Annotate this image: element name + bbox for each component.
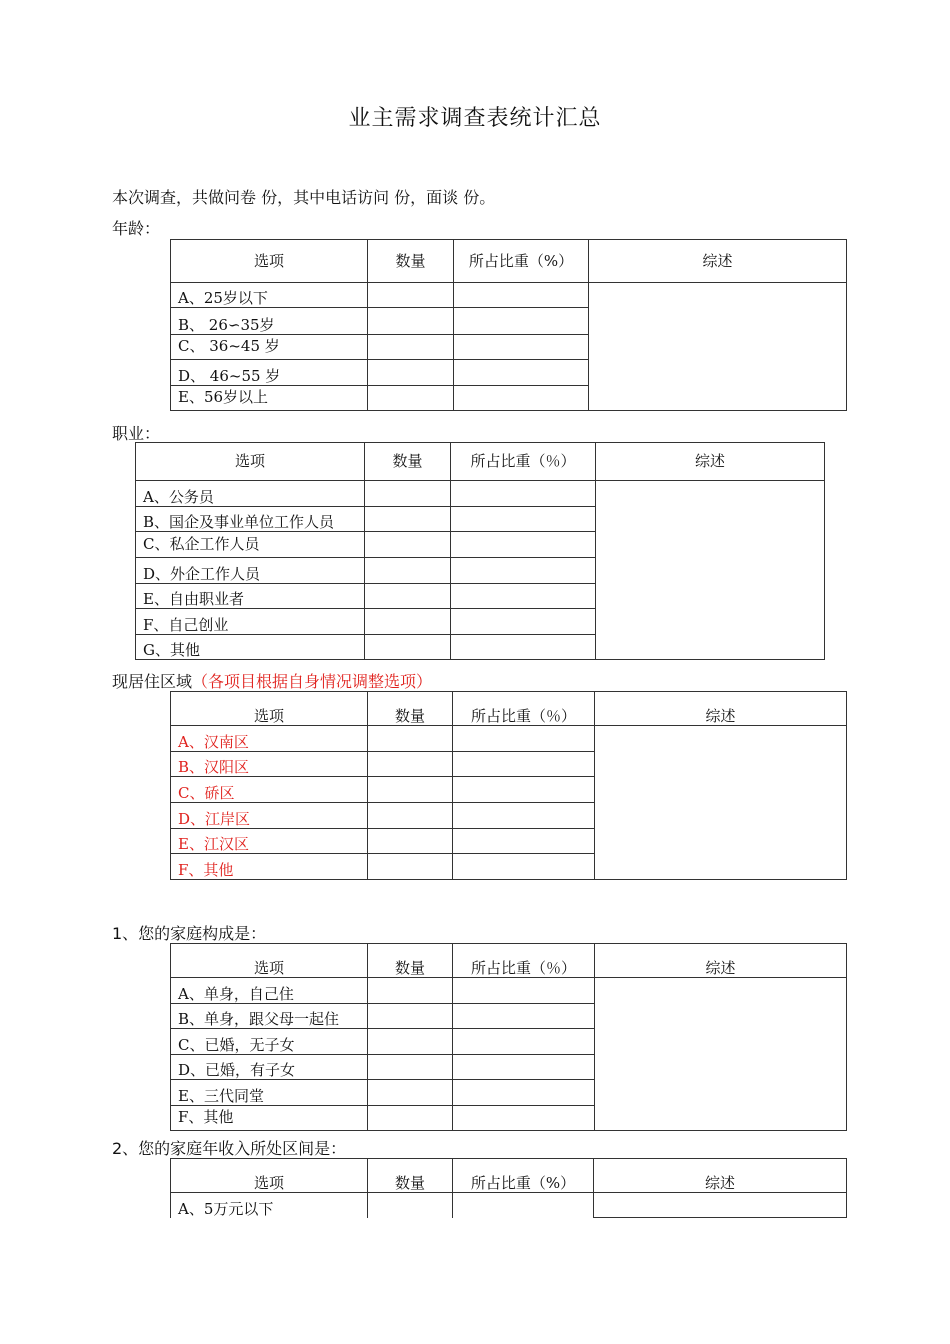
header-ratio: 所占比重（%）: [454, 240, 589, 283]
option-cell: E、三代同堂: [171, 1080, 368, 1106]
ratio-cell[interactable]: [453, 752, 595, 777]
count-cell[interactable]: [368, 1080, 453, 1106]
occupation-section-label: 职业：: [112, 424, 161, 443]
option-cell: E、江汉区: [171, 829, 368, 854]
page-title: 业主需求调查表统计汇总: [348, 106, 602, 131]
header-count: 数量: [365, 443, 451, 481]
count-cell[interactable]: [368, 1193, 453, 1218]
header-summary: 综述: [594, 1159, 847, 1193]
summary-cell[interactable]: [595, 726, 847, 880]
count-cell[interactable]: [368, 1055, 453, 1080]
ratio-cell[interactable]: [453, 854, 595, 880]
header-summary: 综述: [595, 944, 847, 978]
count-cell[interactable]: [365, 507, 451, 532]
count-cell[interactable]: [368, 777, 453, 803]
ratio-cell[interactable]: [453, 1004, 595, 1029]
option-cell: D、 46~55 岁: [171, 360, 368, 386]
option-cell: B、汉阳区: [171, 752, 368, 777]
ratio-cell[interactable]: [454, 308, 589, 335]
ratio-cell[interactable]: [451, 609, 596, 635]
option-cell: A、单身，自己住: [171, 978, 368, 1004]
count-cell[interactable]: [365, 481, 451, 507]
option-cell: C、 36~45 岁: [171, 335, 368, 360]
option-cell: E、56岁以上: [171, 386, 368, 411]
summary-cell[interactable]: [589, 283, 847, 411]
region-label-text: 现居住区域: [112, 672, 193, 691]
occupation-table: [135, 442, 825, 660]
family-section-label: 1、您的家庭构成是：: [112, 924, 267, 943]
summary-cell[interactable]: [594, 1193, 847, 1218]
option-cell: A、25岁以下: [171, 283, 368, 308]
option-cell: F、其他: [171, 1106, 368, 1131]
ratio-cell[interactable]: [453, 1106, 595, 1131]
region-table: [170, 691, 847, 880]
age-section-label: 年龄：: [112, 219, 161, 238]
header-summary: 综述: [596, 443, 825, 481]
count-cell[interactable]: [368, 752, 453, 777]
ratio-cell[interactable]: [454, 283, 589, 308]
ratio-cell[interactable]: [451, 635, 596, 660]
option-cell: F、自己创业: [136, 609, 365, 635]
option-cell: B、 26∽35岁: [171, 308, 368, 335]
income-table: [170, 1158, 847, 1218]
ratio-cell[interactable]: [453, 1080, 595, 1106]
option-cell: A、汉南区: [171, 726, 368, 752]
ratio-cell[interactable]: [451, 481, 596, 507]
ratio-cell[interactable]: [451, 558, 596, 584]
count-cell[interactable]: [368, 308, 454, 335]
header-summary: 综述: [595, 692, 847, 726]
ratio-cell[interactable]: [453, 803, 595, 829]
count-cell[interactable]: [368, 978, 453, 1004]
header-count: 数量: [368, 1159, 453, 1193]
header-option: 选项: [171, 692, 368, 726]
count-cell[interactable]: [368, 1004, 453, 1029]
header-ratio: 所占比重（％）: [453, 692, 595, 726]
option-cell: B、单身，跟父母一起住: [171, 1004, 368, 1029]
ratio-cell[interactable]: [451, 584, 596, 609]
option-cell: C、私企工作人员: [136, 532, 365, 558]
region-note: （各项目根据自身情况调整选项）: [192, 672, 433, 691]
option-cell: D、江岸区: [171, 803, 368, 829]
ratio-cell[interactable]: [453, 1193, 594, 1218]
ratio-cell[interactable]: [453, 726, 595, 752]
header-option: 选项: [171, 1159, 368, 1193]
count-cell[interactable]: [368, 360, 454, 386]
header-option: 选项: [171, 944, 368, 978]
age-table: [170, 239, 847, 411]
count-cell[interactable]: [368, 386, 454, 411]
ratio-cell[interactable]: [454, 335, 589, 360]
count-cell[interactable]: [365, 635, 451, 660]
header-count: 数量: [368, 944, 453, 978]
option-cell: A、公务员: [136, 481, 365, 507]
count-cell[interactable]: [365, 532, 451, 558]
ratio-cell[interactable]: [453, 978, 595, 1004]
count-cell[interactable]: [365, 584, 451, 609]
option-cell: D、外企工作人员: [136, 558, 365, 584]
count-cell[interactable]: [368, 1029, 453, 1055]
summary-cell[interactable]: [595, 978, 847, 1131]
count-cell[interactable]: [368, 803, 453, 829]
count-cell[interactable]: [368, 829, 453, 854]
ratio-cell[interactable]: [453, 829, 595, 854]
header-option: 选项: [171, 240, 368, 283]
ratio-cell[interactable]: [454, 386, 589, 411]
option-cell: C、已婚，无子女: [171, 1029, 368, 1055]
option-cell: E、自由职业者: [136, 584, 365, 609]
ratio-cell[interactable]: [451, 507, 596, 532]
count-cell[interactable]: [368, 335, 454, 360]
option-cell: D、已婚，有子女: [171, 1055, 368, 1080]
survey-intro: 本次调查，共做问卷 份，其中电话访问 份，面谈 份。: [112, 188, 496, 207]
ratio-cell[interactable]: [451, 532, 596, 558]
ratio-cell[interactable]: [453, 1029, 595, 1055]
option-cell: B、国企及事业单位工作人员: [136, 507, 365, 532]
header-summary: 综述: [589, 240, 847, 283]
count-cell[interactable]: [365, 609, 451, 635]
option-cell: F、其他: [171, 854, 368, 880]
count-cell[interactable]: [368, 1106, 453, 1131]
option-cell: C、硚区: [171, 777, 368, 803]
option-cell: A、5万元以下: [171, 1193, 368, 1218]
header-count: 数量: [368, 692, 453, 726]
header-ratio: 所占比重（%）: [453, 1159, 594, 1193]
ratio-cell[interactable]: [454, 360, 589, 386]
header-ratio: 所占比重（％）: [453, 944, 595, 978]
header-option: 选项: [136, 443, 365, 481]
ratio-cell[interactable]: [453, 777, 595, 803]
count-cell[interactable]: [368, 726, 453, 752]
region-section-label: [112, 669, 432, 692]
summary-cell[interactable]: [596, 481, 825, 660]
header-ratio: 所占比重（％）: [451, 443, 596, 481]
ratio-cell[interactable]: [453, 1055, 595, 1080]
count-cell[interactable]: [368, 283, 454, 308]
count-cell[interactable]: [365, 558, 451, 584]
header-count: 数量: [368, 240, 454, 283]
family-table: [170, 943, 847, 1131]
count-cell[interactable]: [368, 854, 453, 880]
option-cell: G、其他: [136, 635, 365, 660]
income-section-label: 2、您的家庭年收入所处区间是：: [112, 1139, 347, 1158]
